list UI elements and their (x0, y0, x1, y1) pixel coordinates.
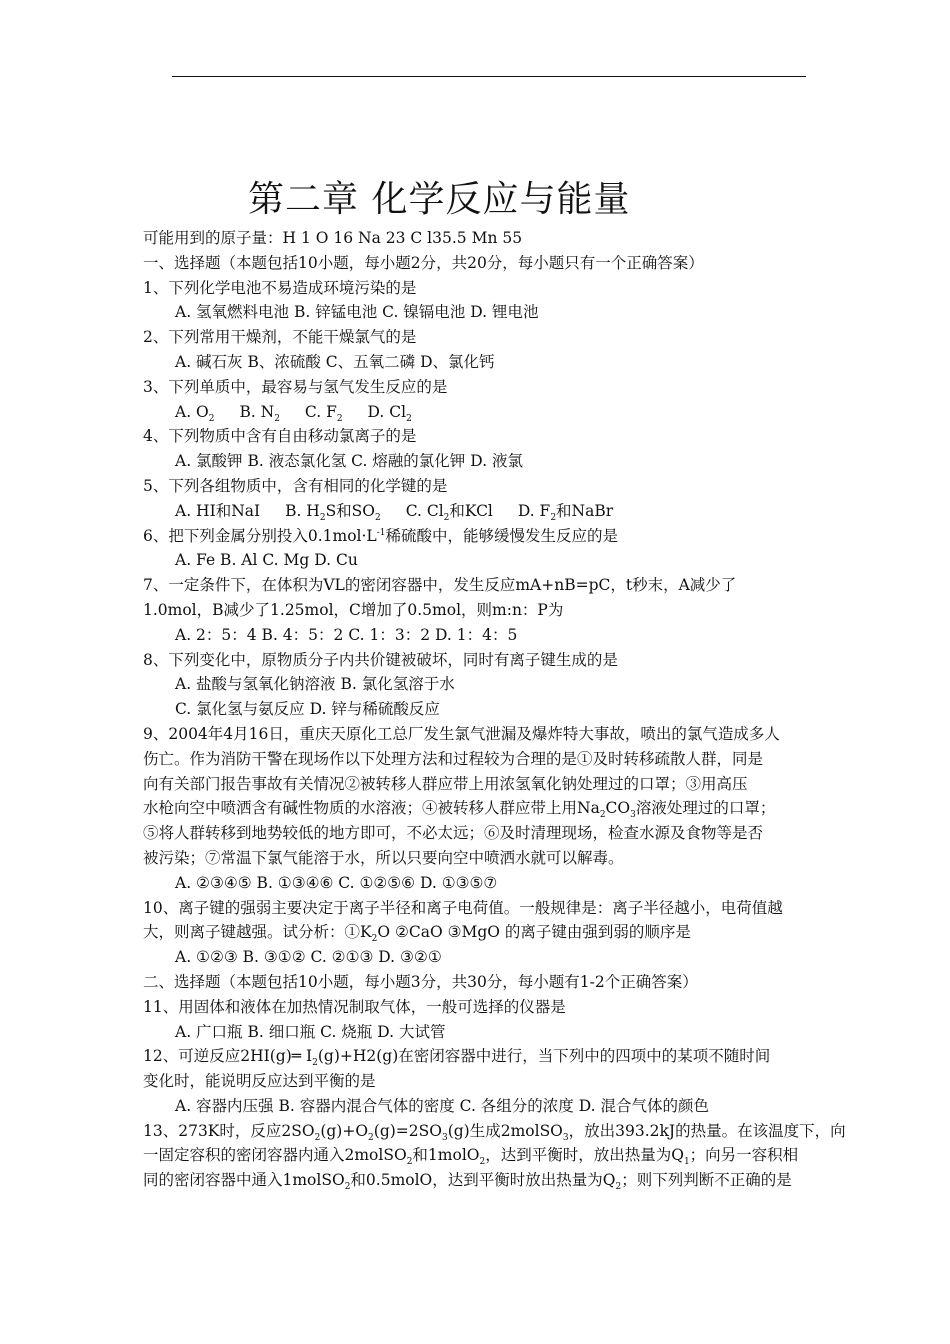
q7-options: A. 2：5：4 B. 4：5：2 C. 1：3：2 D. 1：4：5 (175, 625, 518, 644)
q3-stem: 3、下列单质中，最容易与氢气发生反应的是 (143, 377, 448, 396)
header-rule (172, 76, 806, 77)
q9-line5: ⑤将人群转移到地势较低的地方即可，不必太远；⑥及时清理现场，检查水源及食物等是否 (143, 824, 764, 843)
chapter-title: 第二章 化学反应与能量 (248, 179, 631, 220)
q13-line2: 一固定容积的密闭容器内通入2molSO$_2$和1molO$_2$，达到平衡时，放出热量为$Q_1$；向另一容积相 (143, 1146, 799, 1168)
q8-options-line2: C. 氯化氢与氨反应 D. 锌与稀硫酸反应 (175, 700, 440, 719)
q9-line6: 被污染；⑦常温下氯气能溶于水，所以只要向空中喷洒水就可以解毒。 (143, 848, 624, 867)
q2-options: A. 碱石灰 B、浓硫酸 C、五氧二磷 D、氯化钙 (175, 352, 495, 371)
q6-stem: 6、把下列金属分别投入$0.1mol\cdot L^{-1}$稀硫酸中，能够缓慢发生反应的是 (143, 526, 619, 545)
q11-options: A. 广口瓶 B. 细口瓶 C. 烧瓶 D. 大试管 (175, 1022, 446, 1041)
q10-line1: 10、离子键的强弱主要决定于离子半径和离子电荷值。一般规律是：离子半径越小，电荷值越 (143, 898, 783, 917)
q10-options: A. ①②③ B. ③①② C. ②①③ D. ③②① (175, 948, 442, 967)
q6-options: A. Fe B. Al C. Mg D. Cu (175, 551, 358, 570)
q7-stem-line1: 7、一定条件下，在体积为VL的密闭容器中，发生反应mA+nB=pC，t秒末，A减少了 (143, 576, 737, 595)
q12-line2: 变化时，能说明反应达到平衡的是 (143, 1072, 376, 1091)
q13-line3: 同的密闭容器中通入1molSO$_2$和0.5molO，达到平衡时放出热量为$Q_2$；则下列判断不正确的是 (143, 1171, 792, 1193)
q7-stem-line2: 1.0mol，B减少了1.25mol，C增加了0.5mol，则m:n：P为 (143, 600, 564, 619)
q8-stem: 8、下列变化中，原物质分子内共价键被破坏，同时有离子键生成的是 (143, 650, 618, 669)
q12-options: A. 容器内压强 B. 容器内混合气体的密度 C. 各组分的浓度 D. 混合气体的颜色 (175, 1096, 709, 1115)
q9-line2: 伤亡。作为消防干警在现场作以下处理方法和过程较为合理的是①及时转移疏散人群，同是 (143, 749, 764, 768)
q5-stem: 5、下列各组物质中，含有相同的化学键的是 (143, 476, 448, 495)
q4-stem: 4、下列物质中含有自由移动氯离子的是 (143, 427, 417, 446)
q1-stem: 1、下列化学电池不易造成环境污染的是 (143, 278, 417, 297)
q13-line1: 13、273K时，反应$2SO_2(g)+O_2(g)=2SO_3(g)$生成2molSO$_3$，放出393.2kJ的热量。在该温度下，向 (143, 1121, 846, 1143)
q9-line1: 9、2004年4月16日，重庆天原化工总厂发生氯气泄漏及爆炸特大事故，喷出的氯气造成多人 (143, 724, 780, 743)
q5-options: A. HI和NaI B. $H_2S$和$SO_2$ C. $Cl_2$和KCl D. $F_2$和NaBr (175, 501, 614, 523)
document-body (143, 226, 846, 1193)
atomic-masses: 可能用到的原子量：H 1 O 16 Na 23 C l35.5 Mn 55 (143, 229, 523, 247)
q9-line3: 向有关部门报告事故有关情况②被转移人群应带上用浓氢氧化钠处理过的口罩；③用高压 (143, 774, 748, 793)
q11-stem: 11、用固体和液体在加热情况制取气体，一般可选择的仪器是 (143, 997, 566, 1016)
section2-header: 二、选择题（本题包括10小题，每小题3分，共30分，每小题有1-2个正确答案） (143, 972, 698, 991)
section1-header: 一、选择题（本题包括10小题，每小题2分，共20分，每小题只有一个正确答案） (143, 253, 704, 272)
q8-options-line1: A. 盐酸与氢氧化钠溶液 B. 氯化氢溶于水 (175, 675, 455, 694)
q12-line1: 12、可逆反应2HI(g)═ $I_2(g)+H2(g)$在密闭容器中进行，当下列中的四项中的某项不随时间 (143, 1047, 771, 1069)
q4-options: A. 氯酸钾 B. 液态氯化氢 C. 熔融的氯化钾 D. 液氯 (175, 452, 523, 471)
q1-options: A. 氢氧燃料电池 B. 锌锰电池 C. 镍镉电池 D. 锂电池 (175, 303, 539, 322)
q9-options: A. ②③④⑤ B. ①③④⑥ C. ①②⑤⑥ D. ①③⑤⑦ (175, 873, 498, 892)
q10-line2: 大，则离子键越强。试分析：$①K_2O$ ②CaO ③MgO 的离子键由强到弱的顺序是 (143, 923, 691, 945)
q2-stem: 2、下列常用干燥剂，不能干燥氯气的是 (143, 328, 417, 347)
q3-options: A. $O_2$ B. $N_2$ C. $F_2$ D. $Cl_2$ (175, 402, 412, 424)
q9-line4: 水枪向空中喷洒含有碱性物质的水溶液；④被转移人群应带上用$Na_2CO_3$溶液处理过的口罩； (143, 799, 776, 821)
